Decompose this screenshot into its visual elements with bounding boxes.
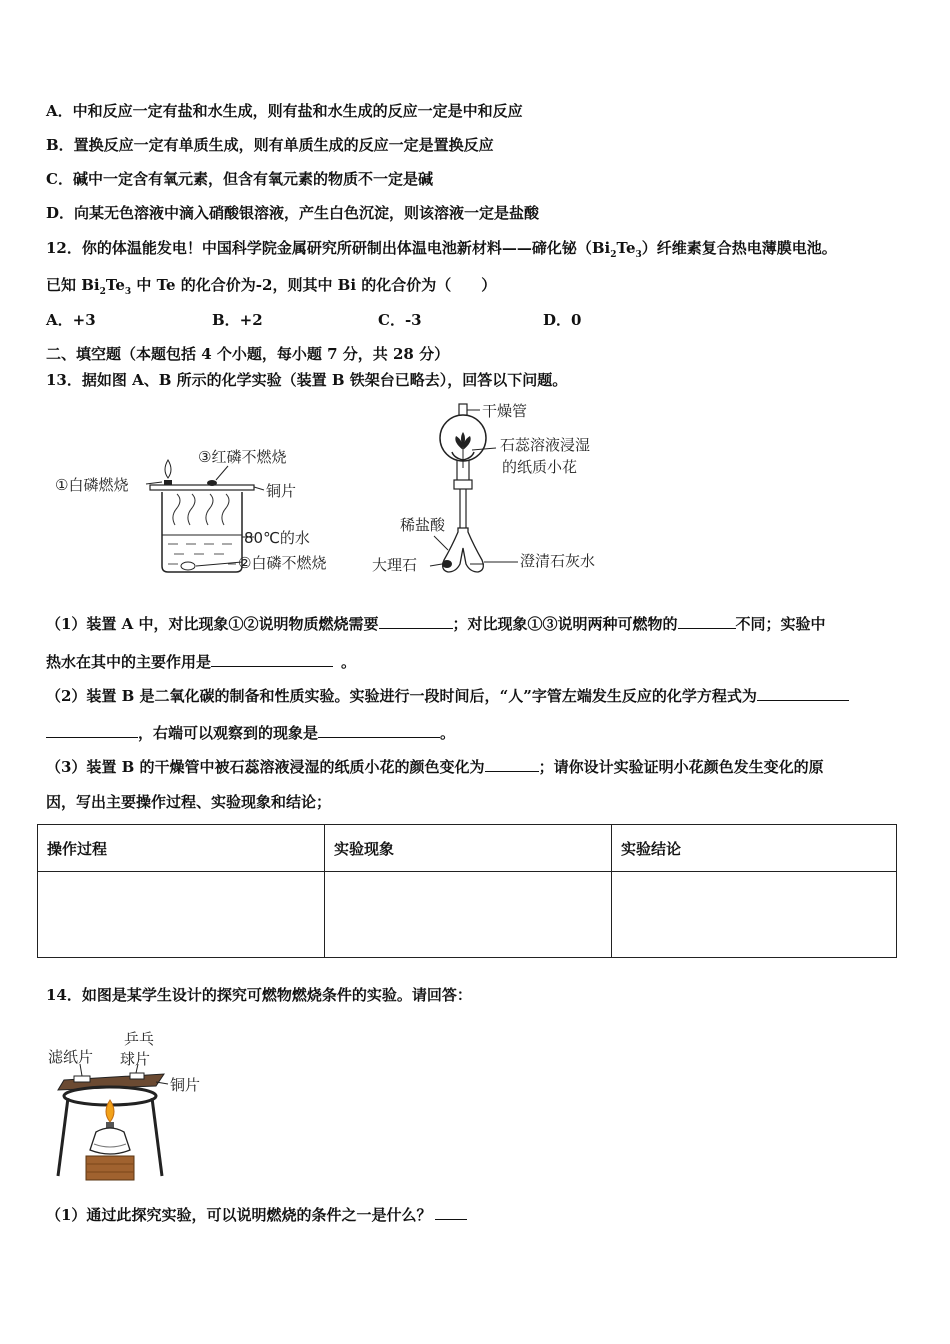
q12-options	[46, 310, 581, 330]
q12-sub: 3	[635, 250, 642, 260]
figure-a-beaker	[50, 440, 350, 580]
answer-blank[interactable]	[46, 721, 138, 738]
section-heading: 二、填空题（本题包括 4 个小题，每小题 7 分，共 28 分）	[46, 345, 450, 363]
label-red-phosphorus: ③红磷不燃烧	[198, 448, 287, 466]
q11-option-a: A．中和反应一定有盐和水生成，则有盐和水生成的反应一定是中和反应	[46, 102, 523, 120]
label-copper-plate: 铜片	[266, 482, 297, 500]
q12-text: Te	[105, 276, 125, 294]
q12-option-d: D．0	[543, 311, 582, 329]
q14-text: （1）通过此探究实验，可以说明燃烧的条件之一是什么？	[46, 1206, 432, 1224]
answer-blank[interactable]	[379, 612, 453, 629]
q13-part3-line2: 因，写出主要操作过程、实验现象和结论；	[46, 793, 332, 811]
q12-text: 中 Te 的化合价为-2，则其中 Bi 的化合价为（ ）	[131, 276, 497, 294]
label-litmus-flower-1: 石蕊溶液浸湿	[500, 436, 591, 454]
q14-part1	[46, 1203, 467, 1225]
q12-stem-line2	[46, 275, 496, 302]
q12-sub: 2	[610, 250, 617, 260]
q12-option-b: B．+2	[212, 311, 263, 329]
q13-part1-line1	[46, 612, 826, 634]
answer-blank[interactable]	[318, 721, 440, 738]
q13-stem: 13．据如图 A、B 所示的化学实验（装置 B 铁架台已略去），回答以下问题。	[46, 371, 568, 389]
label-limewater: 澄清石灰水	[520, 552, 596, 570]
q12-text: ）纤维素复合热电薄膜电池。	[641, 239, 837, 257]
table-cell-conclusion[interactable]	[612, 872, 897, 958]
table-header-procedure: 操作过程	[38, 825, 325, 872]
answer-blank[interactable]	[757, 684, 849, 701]
label-pingpong-2: 球片	[120, 1050, 151, 1068]
label-filter-paper: 滤纸片	[48, 1048, 94, 1066]
label-white-phosphorus-burning: ①白磷燃烧	[55, 476, 129, 494]
q13-text: （1）装置 A 中，对比现象①②说明物质燃烧需要	[46, 615, 379, 633]
answer-blank[interactable]	[485, 755, 539, 772]
q13-text: 。	[341, 653, 357, 671]
label-pingpong-1: 乒乓	[124, 1030, 155, 1048]
q12-text: Te	[616, 239, 636, 257]
label-hot-water: 80℃的水	[244, 529, 310, 547]
q13-text: ，右端可以观察到的现象是	[138, 724, 319, 742]
label-dilute-hcl: 稀盐酸	[400, 516, 446, 534]
q13-part2-line2	[46, 721, 455, 743]
q13-text: （2）装置 B 是二氧化碳的制备和性质实验。实验进行一段时间后，“人”字管左端发生反应的化学方程式为	[46, 687, 757, 705]
table-cell-phenomenon[interactable]	[325, 872, 612, 958]
answer-blank[interactable]	[435, 1203, 467, 1220]
label-copper-plate: 铜片	[170, 1076, 201, 1094]
answer-table	[37, 824, 897, 958]
table-cell-procedure[interactable]	[38, 872, 325, 958]
q13-text: 不同；实验中	[735, 615, 826, 633]
table-header-conclusion: 实验结论	[612, 825, 897, 872]
q13-text: ；请你设计实验证明小花颜色发生变化的原	[538, 758, 824, 776]
q12-option-a: A．+3	[46, 311, 96, 329]
label-marble: 大理石	[372, 556, 418, 574]
table-header-phenomenon: 实验现象	[325, 825, 612, 872]
label-white-phosphorus-not-burning: ②白磷不燃烧	[238, 554, 327, 572]
q12-text: 12．你的体温能发电！中国科学院金属研究所研制出体温电池新材料——碲化铋（Bi	[46, 239, 611, 257]
q13-part3-line1	[46, 755, 824, 777]
q13-text: ；对比现象①③说明两种可燃物的	[452, 615, 678, 633]
q13-text: （3）装置 B 的干燥管中被石蕊溶液浸湿的纸质小花的颜色变化为	[46, 758, 485, 776]
figure-14-tripod	[44, 1028, 224, 1188]
q12-stem-line1	[46, 238, 837, 265]
label-litmus-flower-2: 的纸质小花	[502, 458, 578, 476]
figure-b-apparatus	[368, 398, 618, 583]
q11-option-b: B．置换反应一定有单质生成，则有单质生成的反应一定是置换反应	[46, 136, 494, 154]
q14-stem: 14．如图是某学生设计的探究可燃物燃烧条件的实验。请回答：	[46, 986, 472, 1004]
q11-option-c: C．碱中一定含有氧元素，但含有氧元素的物质不一定是碱	[46, 170, 433, 188]
answer-blank[interactable]	[211, 650, 333, 667]
q11-option-d: D．向某无色溶液中滴入硝酸银溶液，产生白色沉淀，则该溶液一定是盐酸	[46, 204, 540, 222]
q13-text: 。	[440, 724, 456, 742]
q12-option-c: C．-3	[378, 311, 422, 329]
label-drying-tube: 干燥管	[482, 402, 528, 420]
q13-part1-line2	[46, 650, 356, 672]
q13-part2-line1	[46, 684, 849, 706]
q12-text: 已知 Bi	[46, 276, 100, 294]
answer-blank[interactable]	[678, 612, 736, 629]
q12-sub: 2	[99, 287, 106, 297]
q12-sub: 3	[124, 287, 132, 297]
q13-text: 热水在其中的主要作用是	[46, 653, 212, 671]
